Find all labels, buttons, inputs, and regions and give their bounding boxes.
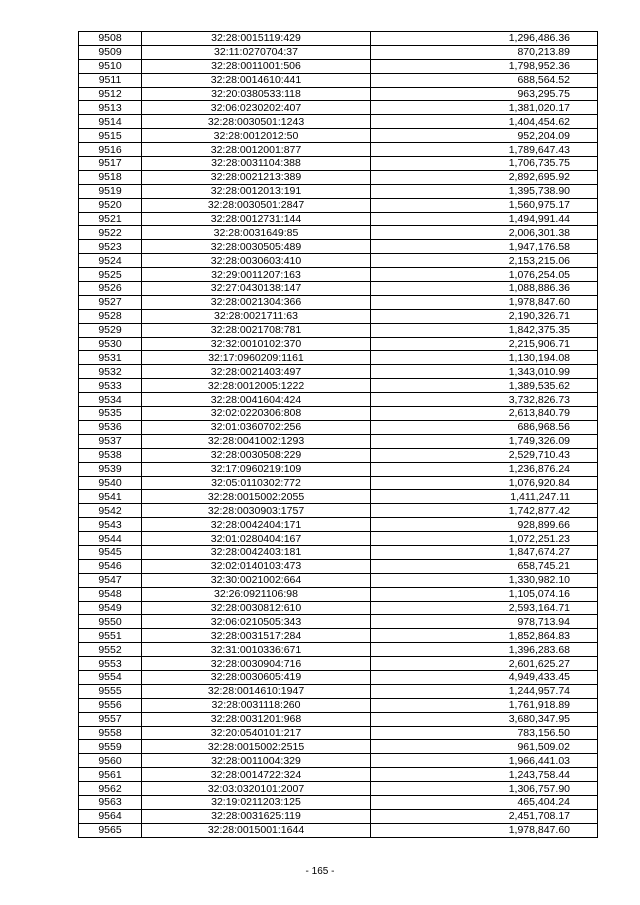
value-cell: 1,411,247.11 [371,490,598,504]
value-cell: 1,105,074.16 [371,587,598,601]
cadastral-number-cell: 32:28:0031118:260 [142,698,371,712]
value-cell: 1,130,194.08 [371,351,598,365]
row-number-cell: 9521 [79,212,142,226]
table-row [79,726,598,740]
value-cell: 4,949,433.45 [371,670,598,684]
value-cell: 1,244,957.74 [371,684,598,698]
table-row [79,309,598,323]
row-number-cell: 9554 [79,670,142,684]
row-number-cell: 9540 [79,476,142,490]
cadastral-number-cell: 32:28:0041002:1293 [142,434,371,448]
value-cell: 952,204.09 [371,129,598,143]
cadastral-number-cell: 32:28:0031649:85 [142,226,371,240]
table-row [79,823,598,837]
row-number-cell: 9532 [79,365,142,379]
row-number-cell: 9523 [79,240,142,254]
value-cell: 1,381,020.17 [371,101,598,115]
table-row [79,226,598,240]
row-number-cell: 9509 [79,45,142,59]
value-cell: 2,593,164.71 [371,601,598,615]
cadastral-number-cell: 32:28:0031517:284 [142,629,371,643]
row-number-cell: 9549 [79,601,142,615]
value-cell: 1,236,876.24 [371,462,598,476]
row-number-cell: 9524 [79,254,142,268]
table-row [79,254,598,268]
table-row [79,754,598,768]
value-cell: 2,529,710.43 [371,448,598,462]
value-cell: 870,213.89 [371,45,598,59]
cadastral-number-cell: 32:28:0031625:119 [142,809,371,823]
value-cell: 1,978,847.60 [371,295,598,309]
table-row [79,448,598,462]
value-cell: 1,395,738.90 [371,184,598,198]
row-number-cell: 9512 [79,87,142,101]
cadastral-number-cell: 32:29:0011207:163 [142,268,371,282]
row-number-cell: 9555 [79,684,142,698]
value-cell: 1,330,982.10 [371,573,598,587]
table-row [79,323,598,337]
cadastral-number-cell: 32:28:0021403:497 [142,365,371,379]
table-row [79,337,598,351]
row-number-cell: 9559 [79,740,142,754]
row-number-cell: 9536 [79,420,142,434]
row-number-cell: 9530 [79,337,142,351]
cadastral-number-cell: 32:28:0012731:144 [142,212,371,226]
row-number-cell: 9534 [79,393,142,407]
row-number-cell: 9531 [79,351,142,365]
cadastral-number-cell: 32:28:0030605:419 [142,670,371,684]
table-row [79,740,598,754]
cadastral-number-cell: 32:28:0030501:2847 [142,198,371,212]
table-row [79,115,598,129]
cadastral-number-cell: 32:28:0021708:781 [142,323,371,337]
table-row [79,629,598,643]
value-cell: 1,560,975.17 [371,198,598,212]
value-cell: 1,789,647.43 [371,143,598,157]
value-cell: 3,680,347.95 [371,712,598,726]
value-cell: 688,564.52 [371,73,598,87]
value-cell: 928,899.66 [371,518,598,532]
table-row [79,545,598,559]
value-cell: 963,295.75 [371,87,598,101]
value-cell: 1,761,918.89 [371,698,598,712]
value-cell: 2,613,840.79 [371,407,598,421]
table-row [79,365,598,379]
table-row [79,809,598,823]
table-row [79,490,598,504]
row-number-cell: 9520 [79,198,142,212]
table-row [79,212,598,226]
cadastral-number-cell: 32:28:0014722:324 [142,768,371,782]
value-cell: 1,343,010.99 [371,365,598,379]
value-cell: 1,706,735.75 [371,157,598,171]
row-number-cell: 9558 [79,726,142,740]
row-number-cell: 9514 [79,115,142,129]
row-number-cell: 9561 [79,768,142,782]
row-number-cell: 9553 [79,657,142,671]
table-row [79,532,598,546]
records-body [79,32,598,838]
row-number-cell: 9511 [79,73,142,87]
row-number-cell: 9556 [79,698,142,712]
row-number-cell: 9515 [79,129,142,143]
table-row [79,45,598,59]
value-cell: 1,852,864.83 [371,629,598,643]
cadastral-number-cell: 32:28:0031201:968 [142,712,371,726]
value-cell: 3,732,826.73 [371,393,598,407]
table-row [79,795,598,809]
row-number-cell: 9564 [79,809,142,823]
table-row [79,643,598,657]
row-number-cell: 9528 [79,309,142,323]
row-number-cell: 9527 [79,295,142,309]
table-row [79,518,598,532]
row-number-cell: 9543 [79,518,142,532]
cadastral-number-cell: 32:28:0021213:389 [142,170,371,184]
table-row [79,420,598,434]
value-cell: 1,966,441.03 [371,754,598,768]
value-cell: 1,088,886.36 [371,282,598,296]
value-cell: 1,749,326.09 [371,434,598,448]
table-row [79,73,598,87]
row-number-cell: 9552 [79,643,142,657]
value-cell: 1,404,454.62 [371,115,598,129]
cadastral-number-cell: 32:28:0012012:50 [142,129,371,143]
table-row [79,198,598,212]
value-cell: 2,215,906.71 [371,337,598,351]
value-cell: 1,978,847.60 [371,823,598,837]
table-row [79,379,598,393]
row-number-cell: 9557 [79,712,142,726]
table-row [79,295,598,309]
cadastral-number-cell: 32:32:0010102:370 [142,337,371,351]
row-number-cell: 9547 [79,573,142,587]
value-cell: 1,396,283.68 [371,643,598,657]
table-row [79,157,598,171]
value-cell: 2,601,625.27 [371,657,598,671]
cadastral-number-cell: 32:28:0030603:410 [142,254,371,268]
cadastral-number-cell: 32:02:0140103:473 [142,559,371,573]
cadastral-number-cell: 32:28:0012001:877 [142,143,371,157]
value-cell: 1,389,535.62 [371,379,598,393]
cadastral-number-cell: 32:28:0014610:1947 [142,684,371,698]
value-cell: 1,296,486.36 [371,32,598,46]
row-number-cell: 9522 [79,226,142,240]
value-cell: 1,076,254.05 [371,268,598,282]
row-number-cell: 9519 [79,184,142,198]
cadastral-number-cell: 32:31:0010336:671 [142,643,371,657]
table-row [79,87,598,101]
cadastral-number-cell: 32:28:0015119:429 [142,32,371,46]
row-number-cell: 9518 [79,170,142,184]
cadastral-number-cell: 32:28:0015002:2055 [142,490,371,504]
cadastral-number-cell: 32:05:0110302:772 [142,476,371,490]
table-row [79,434,598,448]
value-cell: 1,947,176.58 [371,240,598,254]
row-number-cell: 9517 [79,157,142,171]
row-number-cell: 9541 [79,490,142,504]
row-number-cell: 9550 [79,615,142,629]
cadastral-number-cell: 32:28:0030501:1243 [142,115,371,129]
cadastral-number-cell: 32:20:0540101:217 [142,726,371,740]
cadastral-number-cell: 32:17:0960219:109 [142,462,371,476]
table-row [79,476,598,490]
table-row [79,101,598,115]
cadastral-number-cell: 32:20:0380533:118 [142,87,371,101]
cadastral-number-cell: 32:28:0012013:191 [142,184,371,198]
table-row [79,684,598,698]
cadastral-number-cell: 32:11:0270704:37 [142,45,371,59]
value-cell: 1,243,758.44 [371,768,598,782]
cadastral-number-cell: 32:06:0210505:343 [142,615,371,629]
value-cell: 465,404.24 [371,795,598,809]
row-number-cell: 9544 [79,532,142,546]
table-row [79,504,598,518]
cadastral-number-cell: 32:06:0230202:407 [142,101,371,115]
value-cell: 1,842,375.35 [371,323,598,337]
row-number-cell: 9529 [79,323,142,337]
cadastral-number-cell: 32:28:0021304:366 [142,295,371,309]
row-number-cell: 9560 [79,754,142,768]
table-row [79,601,598,615]
row-number-cell: 9516 [79,143,142,157]
row-number-cell: 9542 [79,504,142,518]
table-row [79,282,598,296]
value-cell: 2,451,708.17 [371,809,598,823]
cadastral-number-cell: 32:28:0030903:1757 [142,504,371,518]
value-cell: 978,713.94 [371,615,598,629]
value-cell: 1,847,674.27 [371,545,598,559]
value-cell: 2,190,326.71 [371,309,598,323]
table-row [79,351,598,365]
row-number-cell: 9565 [79,823,142,837]
row-number-cell: 9508 [79,32,142,46]
value-cell: 1,798,952.36 [371,59,598,73]
table-row [79,559,598,573]
table-row [79,768,598,782]
row-number-cell: 9538 [79,448,142,462]
cadastral-number-cell: 32:28:0012005:1222 [142,379,371,393]
cadastral-number-cell: 32:30:0021002:664 [142,573,371,587]
value-cell: 1,742,877.42 [371,504,598,518]
cadastral-number-cell: 32:28:0015002:2515 [142,740,371,754]
row-number-cell: 9533 [79,379,142,393]
cadastral-number-cell: 32:28:0011004:329 [142,754,371,768]
table-row [79,657,598,671]
value-cell: 658,745.21 [371,559,598,573]
cadastral-number-cell: 32:28:0041604:424 [142,393,371,407]
table-row [79,573,598,587]
cadastral-number-cell: 32:28:0030904:716 [142,657,371,671]
page-number: - 165 - [305,866,335,877]
table-row [79,393,598,407]
cadastral-number-cell: 32:28:0021711:63 [142,309,371,323]
table-row [79,712,598,726]
row-number-cell: 9513 [79,101,142,115]
row-number-cell: 9548 [79,587,142,601]
cadastral-number-cell: 32:19:0211203:125 [142,795,371,809]
table-row [79,587,598,601]
row-number-cell: 9562 [79,782,142,796]
cadastral-number-cell: 32:28:0011001:506 [142,59,371,73]
value-cell: 1,072,251.23 [371,532,598,546]
row-number-cell: 9563 [79,795,142,809]
cadastral-number-cell: 32:03:0320101:2007 [142,782,371,796]
cadastral-number-cell: 32:26:0921106:98 [142,587,371,601]
cadastral-number-cell: 32:01:0280404:167 [142,532,371,546]
row-number-cell: 9537 [79,434,142,448]
row-number-cell: 9551 [79,629,142,643]
table-row [79,184,598,198]
cadastral-number-cell: 32:17:0960209:1161 [142,351,371,365]
row-number-cell: 9546 [79,559,142,573]
row-number-cell: 9535 [79,407,142,421]
table-row [79,129,598,143]
cadastral-number-cell: 32:28:0030505:489 [142,240,371,254]
cadastral-number-cell: 32:28:0030508:229 [142,448,371,462]
value-cell: 2,006,301.38 [371,226,598,240]
table-row [79,670,598,684]
table-row [79,615,598,629]
row-number-cell: 9545 [79,545,142,559]
table-row [79,59,598,73]
value-cell: 783,156.50 [371,726,598,740]
table-row [79,143,598,157]
table-row [79,698,598,712]
cadastral-number-cell: 32:28:0042403:181 [142,545,371,559]
records-table [78,31,598,838]
cadastral-number-cell: 32:28:0031104:388 [142,157,371,171]
table-row [79,240,598,254]
table-row [79,32,598,46]
cadastral-number-cell: 32:02:0220306:808 [142,407,371,421]
row-number-cell: 9526 [79,282,142,296]
cadastral-number-cell: 32:28:0042404:171 [142,518,371,532]
value-cell: 2,153,215.06 [371,254,598,268]
cadastral-number-cell: 32:01:0360702:256 [142,420,371,434]
table-row [79,407,598,421]
cadastral-number-cell: 32:28:0014610:441 [142,73,371,87]
table-row [79,170,598,184]
table-row [79,462,598,476]
cadastral-number-cell: 32:28:0015001:1644 [142,823,371,837]
cadastral-number-cell: 32:27:0430138:147 [142,282,371,296]
value-cell: 1,306,757.90 [371,782,598,796]
row-number-cell: 9539 [79,462,142,476]
value-cell: 2,892,695.92 [371,170,598,184]
row-number-cell: 9510 [79,59,142,73]
row-number-cell: 9525 [79,268,142,282]
value-cell: 1,494,991.44 [371,212,598,226]
cadastral-number-cell: 32:28:0030812:610 [142,601,371,615]
table-row [79,268,598,282]
value-cell: 686,968.56 [371,420,598,434]
value-cell: 961,509.02 [371,740,598,754]
table-row [79,782,598,796]
value-cell: 1,076,920.84 [371,476,598,490]
